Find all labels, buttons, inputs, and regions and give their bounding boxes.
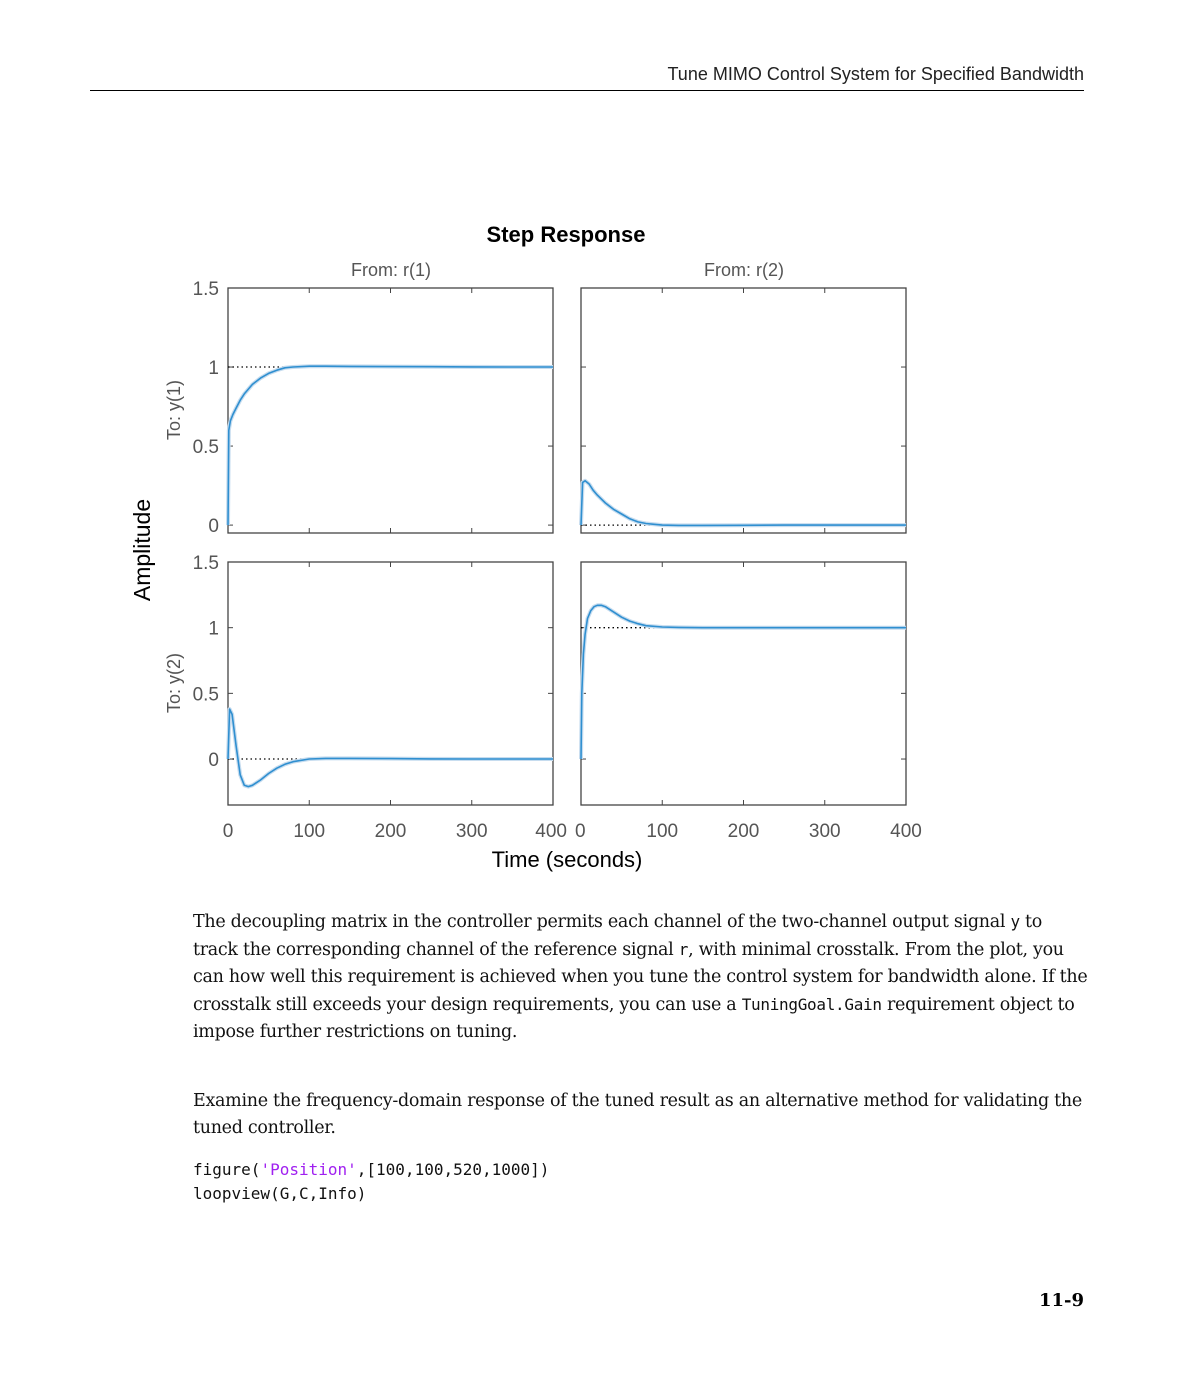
x-tick-label: 300 <box>455 821 488 842</box>
panel-r1c2-frame <box>581 288 906 533</box>
inline-code-tuninggoal: TuningGoal.Gain <box>741 995 882 1014</box>
col-title-2: From: r(2) <box>704 260 784 280</box>
paragraph-text: to track the corresponding channel of the reference signal <box>193 912 1043 960</box>
paragraph-text: requirement object to impose further restrictions on tuning. <box>193 995 1075 1042</box>
x-tick-label: 300 <box>808 821 841 842</box>
code-text: ,[100,100,520,1000]) <box>356 1160 550 1179</box>
subplot-grid <box>193 279 922 842</box>
y-tick-label: 0.5 <box>192 437 219 459</box>
x-tick-label: 200 <box>374 821 407 842</box>
x-tick-label: 100 <box>646 821 679 842</box>
paragraph-frequency-domain: Examine the frequency-domain response of the tuned result as an alternative method for validating the tuned controller. <box>193 1091 1082 1138</box>
x-tick-label: 0 <box>575 821 586 842</box>
y-tick-label: 1 <box>208 358 219 380</box>
paragraph-text: The decoupling matrix in the controller permits each channel of the two-channel output signal <box>193 912 1011 932</box>
col-title-1: From: r(1) <box>351 260 431 280</box>
x-tick-label: 100 <box>293 821 326 842</box>
paragraph-decoupling <box>193 908 1088 1046</box>
panel-r1c1-frame <box>228 288 553 533</box>
x-tick-label: 200 <box>727 821 760 842</box>
y-tick-label: 0 <box>208 516 219 538</box>
y-tick-label: 0.5 <box>192 684 219 706</box>
page-number: 11-9 <box>1038 1290 1084 1311</box>
code-text: loopview(G,C,Info) <box>193 1184 367 1203</box>
x-tick-label: 400 <box>890 821 922 842</box>
y-tick-label: 1 <box>208 618 219 640</box>
x-tick-label: 400 <box>535 821 567 842</box>
y-tick-label: 1.5 <box>192 279 219 300</box>
chart-title: Step Response <box>486 222 646 247</box>
y-tick-label: 0 <box>208 750 219 772</box>
y-tick-label: 1.5 <box>192 553 219 574</box>
paragraph-text: , with minimal crosstalk. From the plot, you can how well this requirement is achieved when you tune the control system for bandwidth alone. If the crosstalk still exceeds your design requirements, you can use a <box>193 940 1088 1015</box>
code-text: figure( <box>193 1160 261 1179</box>
inline-code-y: y <box>1010 912 1020 931</box>
x-axis-label: Time (seconds) <box>491 847 643 872</box>
code-block <box>193 1158 549 1206</box>
y-axis-label: Amplitude <box>129 498 155 602</box>
row-title-2: To: y(2) <box>164 652 184 714</box>
code-string: 'Position' <box>260 1160 357 1179</box>
panel-r2c2-frame <box>581 562 906 805</box>
running-title: Tune MIMO Control System for Specified Bandwidth <box>667 64 1084 84</box>
row-title-1: To: y(1) <box>164 379 184 441</box>
inline-code-r: r <box>678 940 689 959</box>
x-tick-label: 0 <box>222 821 234 842</box>
